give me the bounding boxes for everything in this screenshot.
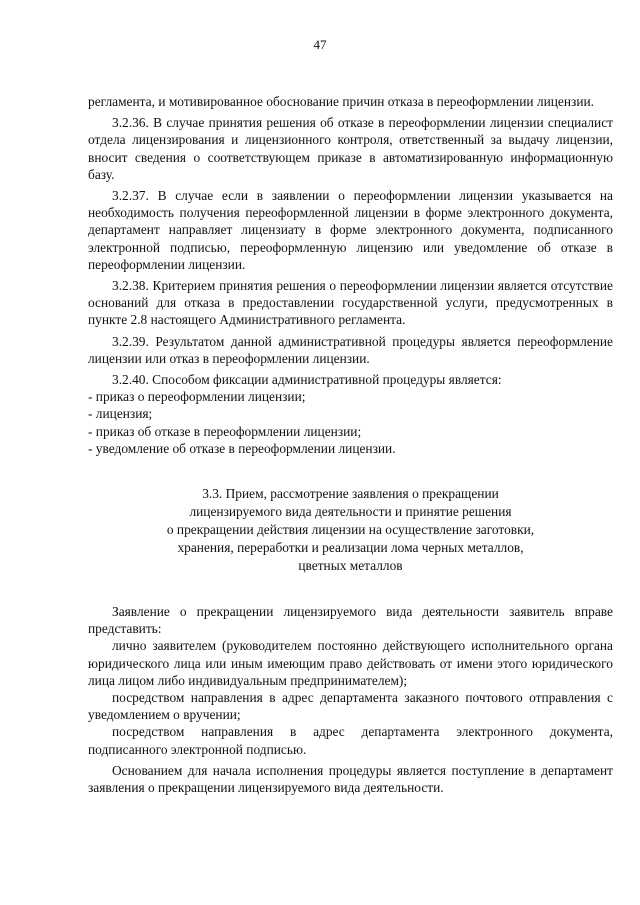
paragraph-3-2-39: 3.2.39. Результатом данной административной процедуры является переоформление лицензии или отказ в переоформлении лицензии. (88, 333, 613, 366)
paragraph-3-2-38: 3.2.38. Критерием принятия решения о переоформлении лицензии является отсутствие оснований для отказа в предоставлении государственной услуги, предусмотренных в пункте 2.8 настоящего Административного регламента. (88, 278, 613, 328)
heading-line: хранения, переработки и реализации лома черных металлов, (177, 540, 524, 556)
paragraph-3-2-40: 3.2.40. Способом фиксации административной процедуры является: (112, 372, 502, 388)
paragraph-3-2-36: 3.2.36. В случае принятия решения об отказе в переоформлении лицензии специалист отдела лицензирования и лицензионного контроля, ответственный за выдачу лицензии, вносит сведения о соответствующем приказе в автоматизированную информационную базу. (88, 115, 613, 182)
heading-line: лицензируемого вида деятельности и принятие решения (189, 504, 512, 520)
list-item: - приказ о переоформлении лицензии; (88, 389, 306, 405)
list-item: - лицензия; (88, 406, 153, 422)
paragraph-3-2-37: 3.2.37. В случае если в заявлении о переоформлении лицензии указывается на необходимость получения переоформленной лицензии в форме электронного документа, департамент направляет лицензиату в форме электронного документа, подписанного электронной подписью, переоформленную лицензию или уведомление об отказе в переоформлении лицензии. (88, 188, 613, 272)
paragraph-electronic: посредством направления в адрес департамента электронного документа, подписанного электронной подписью. (88, 724, 613, 757)
page-number: 47 (313, 37, 327, 52)
paragraph-grounds: Основанием для начала исполнения процедуры является поступление в департамент заявления о прекращении лицензируемого вида деятельности. (88, 762, 613, 796)
spacer (88, 575, 613, 603)
section-heading-3-3 (108, 485, 593, 575)
list-item: - уведомление об отказе в переоформлении лицензии. (88, 440, 396, 456)
list-item: - приказ об отказе в переоформлении лицензии; (88, 423, 362, 439)
paragraph-continuation: регламента, и мотивированное обоснование причин отказа в переоформлении лицензии. (88, 94, 594, 109)
document-body (88, 93, 613, 796)
paragraph-by-mail: посредством направления в адрес департамента заказного почтового отправления с уведомлением о вручении; (88, 690, 613, 723)
heading-line: 3.3. Прием, рассмотрение заявления о прекращении (202, 486, 499, 502)
paragraph-in-person: лично заявителем (руководителем постоянно действующего исполнительного органа юридического лица или иным имеющим право действовать от имени этого юридического лица лицом либо индивидуальным предпринимателем); (88, 638, 613, 688)
paragraph-application: Заявление о прекращении лицензируемого вида деятельности заявитель вправе представить: (88, 604, 613, 637)
heading-line: цветных металлов (298, 558, 403, 574)
heading-line: о прекращении действия лицензии на осуществление заготовки, (166, 522, 535, 538)
